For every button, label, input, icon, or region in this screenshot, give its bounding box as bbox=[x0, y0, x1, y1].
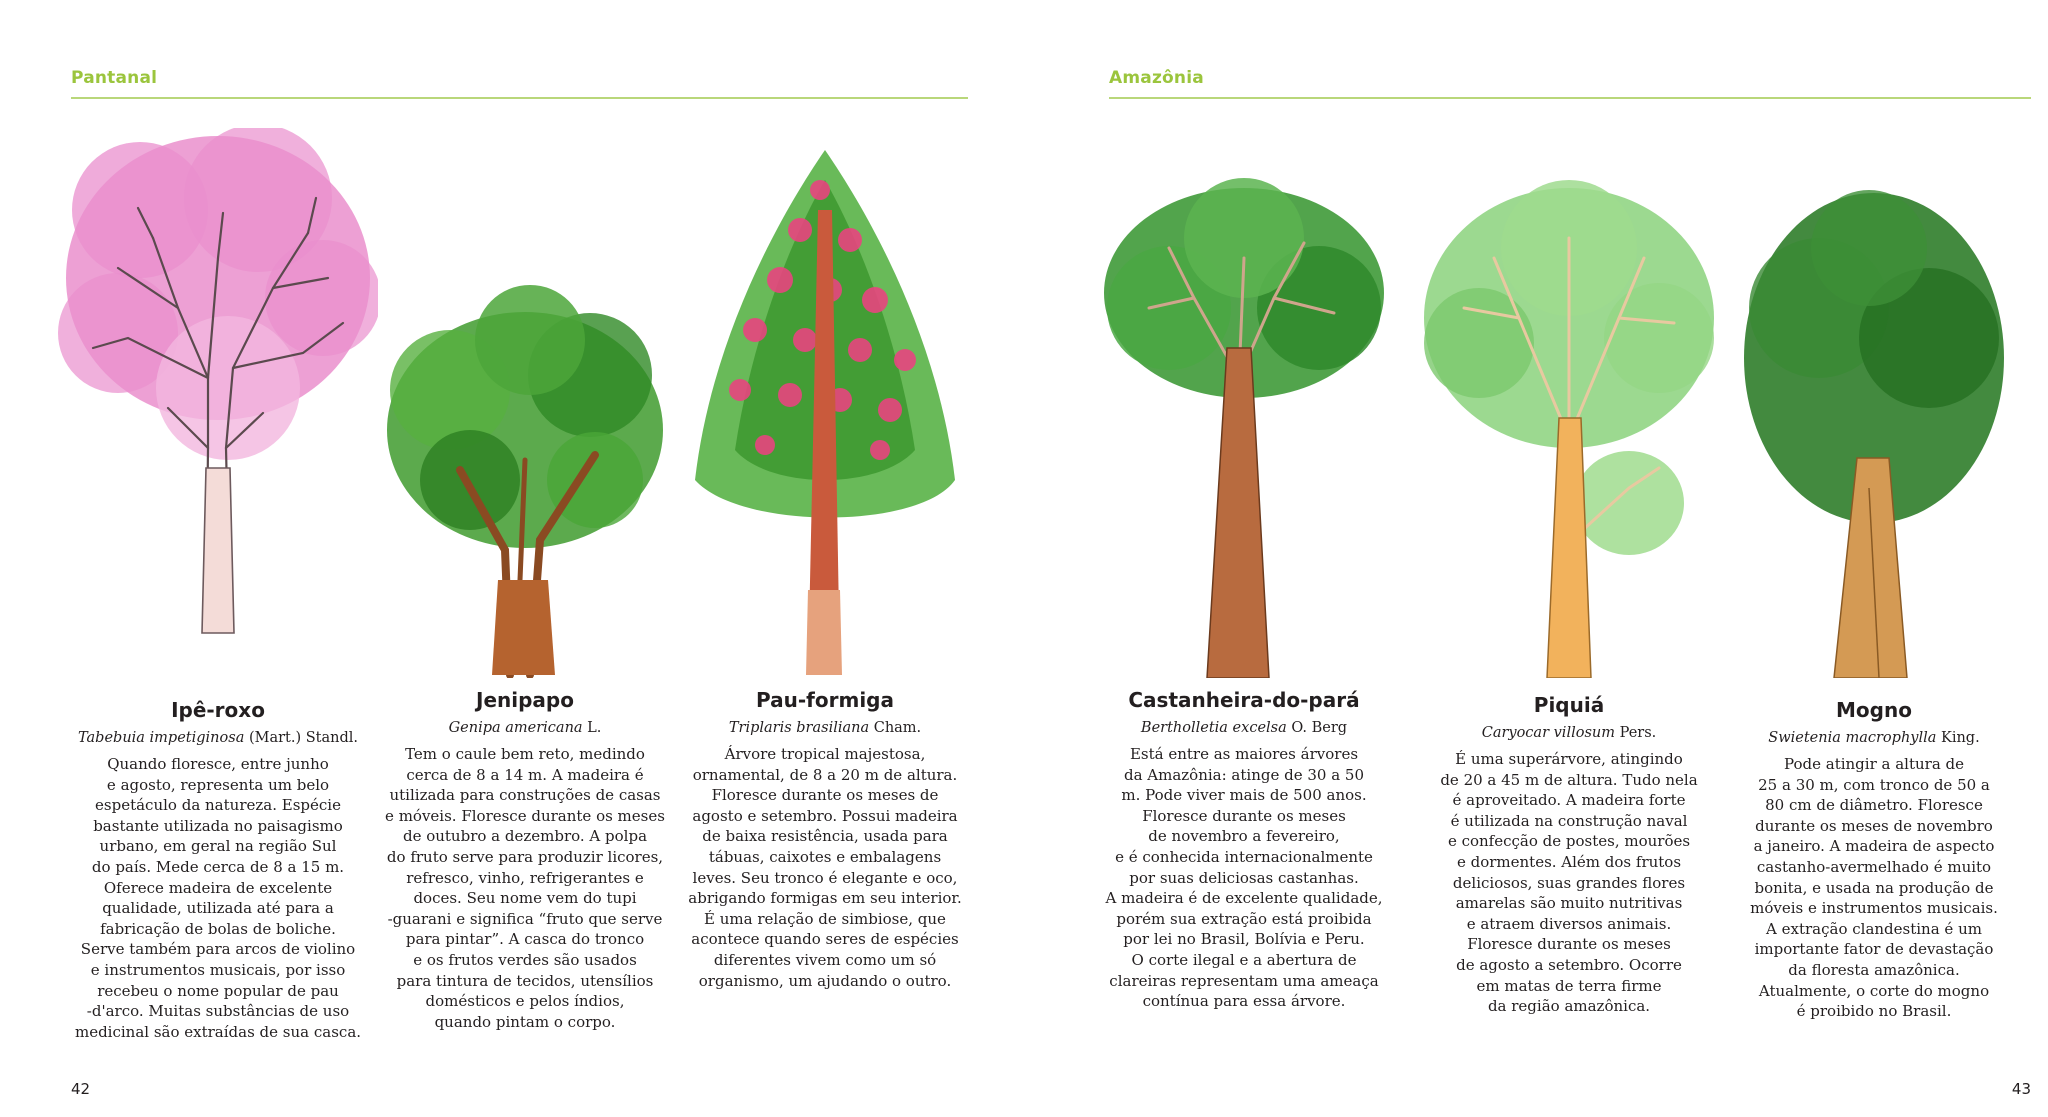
ipe-roxo-illustration bbox=[58, 128, 378, 678]
tree-name: Pau-formiga bbox=[756, 688, 894, 712]
tree-entry-mogno bbox=[1729, 188, 2019, 1022]
tree-description: Está entre as maiores árvores da Amazônia: atinge de 30 a 50 m. Pode viver mais de 500 anos. Floresce durante os meses de novembro a fevereiro, e é conhecida internacionalmente por suas deliciosas castanhas. A madeira é de excelente qualidade, porém sua extração está proibida por lei no Brasil, Bolívia e Peru. O corte ilegal e a abertura de clareiras representam uma ameaça contínua para essa árvore. bbox=[1105, 745, 1383, 1011]
scientific-author: L. bbox=[582, 720, 602, 736]
tree-description: Pode atingir a altura de 25 a 30 m, com tronco de 50 a 80 cm de diâmetro. Floresce durante os meses de novembro a janeiro. A madeira de aspecto castanho-avermelhado é muito bonita, e usada na produção de móveis e instrumentos musicais. A extração clandestina é um importante fator de devastação da floresta amazônica. Atualmente, o corte do mogno é proibido no Brasil. bbox=[1750, 755, 1998, 1021]
tree-entry-ipe-roxo bbox=[58, 128, 378, 1042]
section-divider bbox=[71, 97, 968, 99]
ipe-roxo-trunk bbox=[202, 468, 234, 633]
tree-entry-piquia bbox=[1419, 178, 1719, 1017]
scientific-name-italic: Tabebuia impetiginosa bbox=[77, 730, 245, 746]
scientific-author: King. bbox=[1936, 730, 1980, 746]
tree-description: Árvore tropical majestosa, ornamental, de 8 a 20 m de altura. Floresce durante os meses de agosto e setembro. Possui madeira de baixa resistência, usada para tábuas, caixotes e embalagens leves. Seu tronco é elegante e oco, abrigando formigas em seu interior. É uma relação de simbiose, que acontece quando seres de espécies diferentes vivem como um só organismo, um ajudando o outro. bbox=[688, 745, 962, 990]
scientific-name bbox=[380, 720, 670, 736]
jenipapo-illustration bbox=[380, 280, 670, 678]
tree-description: Tem o caule bem reto, medindo cerca de 8 a 14 m. A madeira é utilizada para construções de casas e móveis. Floresce durante os meses de outubro a dezembro. A polpa do fruto serve para produzir licores, refresco, vinho, refrigerantes e doces. Seu nome vem do tupi -guarani e significa “fruto que serve para pintar”. A casca do tronco e os frutos verdes são usados para tintura de tecidos, utensílios domésticos e pelos índios, quando pintam o corpo. bbox=[385, 745, 665, 1031]
tree-name: Ipê-roxo bbox=[171, 698, 265, 722]
right-page bbox=[1024, 0, 2048, 1117]
tree-description: Quando floresce, entre junho e agosto, representa um belo espetáculo da natureza. Espécie bastante utilizada no paisagismo urbano, em geral na região Sul do país. Mede cerca de 8 a 15 m. Oferece madeira de excelente qualidade, utilizada até para a fabricação de bolas de boliche. Serve também para arcos de violino e instrumentos musicais, por isso recebeu o nome popular de pau -d'arco. Muitas substâncias de uso medicinal são extraídas de sua casca. bbox=[74, 755, 362, 1041]
castanheira-illustration bbox=[1099, 178, 1389, 678]
scientific-name bbox=[1419, 725, 1719, 741]
tree-name: Castanheira-do-pará bbox=[1128, 688, 1360, 712]
scientific-name-italic: Bertholletia excelsa bbox=[1140, 720, 1287, 736]
pau-formiga-illustration bbox=[680, 150, 970, 678]
scientific-name-italic: Triplaris brasiliana bbox=[728, 720, 870, 736]
section-title: Pantanal bbox=[71, 68, 158, 88]
page-number: 43 bbox=[2011, 1080, 2031, 1098]
tree-name: Mogno bbox=[1836, 698, 1912, 722]
tree-entry-pau-formiga bbox=[680, 150, 970, 991]
scientific-author: O. Berg bbox=[1286, 720, 1348, 736]
tree-entry-castanheira bbox=[1099, 178, 1389, 1012]
mogno-illustration bbox=[1729, 188, 2019, 678]
scientific-name bbox=[1099, 720, 1389, 736]
scientific-author: Pers. bbox=[1614, 725, 1657, 741]
scientific-author: (Mart.) Standl. bbox=[244, 730, 359, 746]
tree-name: Jenipapo bbox=[476, 688, 574, 712]
page-number: 42 bbox=[71, 1080, 91, 1098]
scientific-name bbox=[680, 720, 970, 736]
scientific-name-italic: Swietenia macrophylla bbox=[1768, 730, 1937, 746]
tree-name: Piquiá bbox=[1533, 693, 1605, 717]
jenipapo-trunk-base bbox=[492, 580, 555, 675]
scientific-name bbox=[58, 730, 378, 746]
tree-entry-jenipapo bbox=[380, 280, 670, 1032]
piquia-trunk bbox=[1547, 418, 1591, 678]
scientific-name bbox=[1729, 730, 2019, 746]
scientific-name-italic: Caryocar villosum bbox=[1481, 725, 1615, 741]
scientific-author: Cham. bbox=[869, 720, 922, 736]
section-title: Amazônia bbox=[1109, 68, 1204, 88]
scientific-name-italic: Genipa americana bbox=[448, 720, 583, 736]
section-divider bbox=[1109, 97, 2031, 99]
pau-formiga-trunk-base bbox=[806, 590, 842, 675]
ipe-roxo-canopy bbox=[58, 128, 378, 460]
castanheira-trunk bbox=[1207, 348, 1269, 678]
piquia-illustration bbox=[1419, 178, 1719, 678]
tree-description: É uma superárvore, atingindo de 20 a 45 m de altura. Tudo nela é aproveitado. A madeira forte é utilizada na construção naval e confecção de postes, mourões e dormentes. Além dos frutos deliciosos, suas grandes flores amarelas são muito nutritivas e atraem diversos animais. Floresce durante os meses de agosto a setembro. Ocorre em matas de terra firme da região amazônica. bbox=[1440, 750, 1698, 1016]
